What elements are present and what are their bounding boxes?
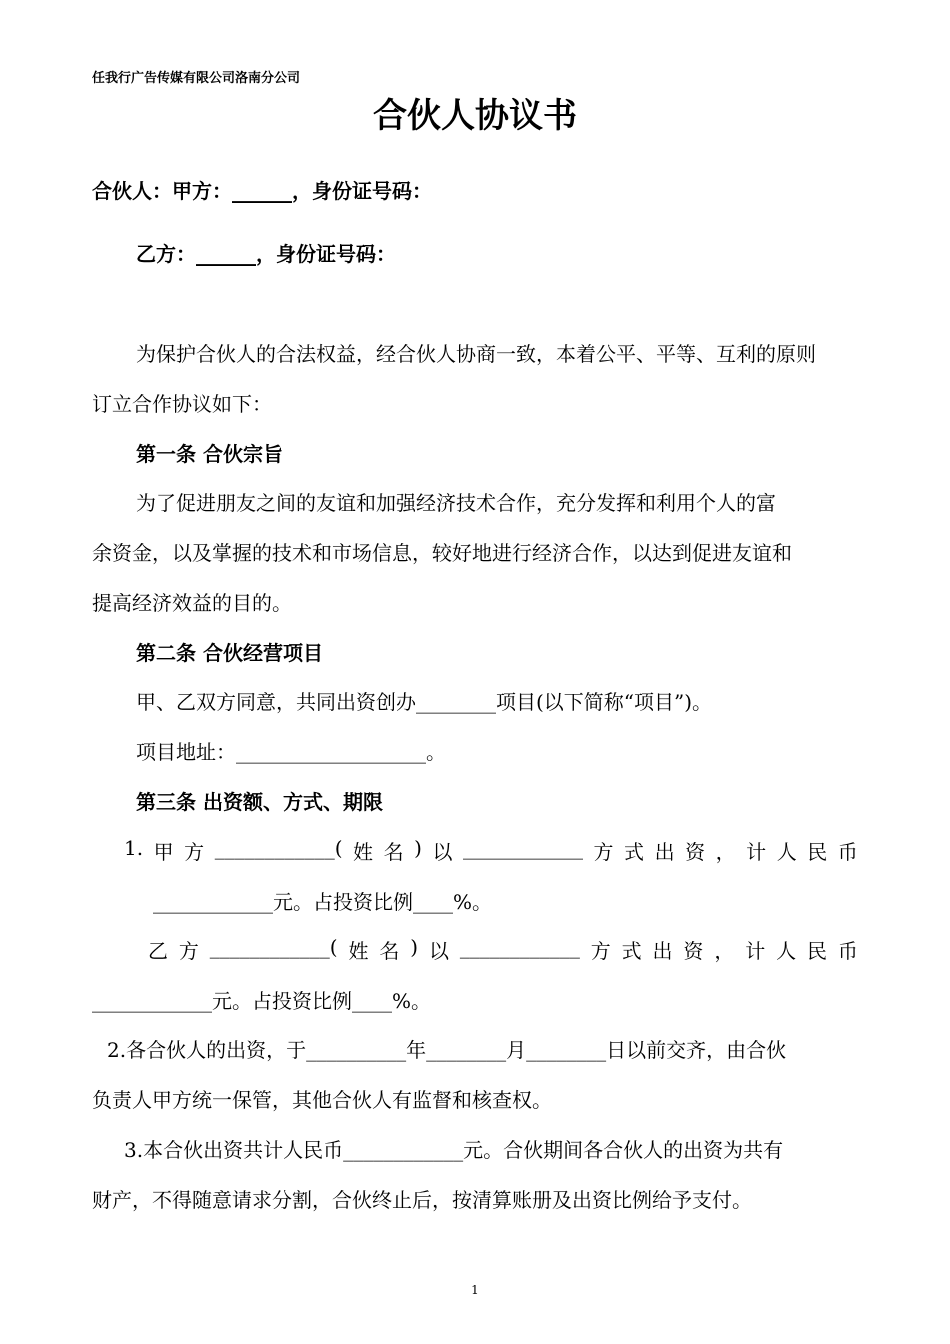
word: 1. (124, 836, 144, 860)
word: 民 (807, 840, 828, 864)
word: 姓 (353, 840, 374, 864)
contribution-b-line (148, 935, 858, 964)
page-number: 1 (471, 1283, 479, 1297)
word: 人 (776, 939, 797, 963)
word: 计 (745, 939, 766, 963)
word: 计 (746, 840, 767, 864)
word: ) (410, 935, 419, 959)
article-3-heading: 第三条 出资额、方式、期限 (136, 790, 383, 814)
word: 出 (654, 840, 675, 864)
word: 币 (837, 840, 858, 864)
word: ) (414, 836, 422, 860)
word: ， (714, 939, 735, 963)
word: 以 (432, 840, 453, 864)
article-1-line-1: 为了促进朋友之间的友谊和加强经济技术合作，充分发挥和利用个人的富 (136, 491, 776, 515)
clause-3-line-1: 3.本合伙出资共计人民币____________元。合伙期间各合伙人的出资为共有 (124, 1138, 784, 1162)
word: 资 (683, 939, 704, 963)
party-a-line: 合伙人：甲方：______，身份证号码： (92, 179, 432, 203)
article-2-heading: 第二条 合伙经营项目 (136, 641, 323, 665)
intro-line-1: 为保护合伙人的合法权益，经合伙人协商一致，本着公平、平等、互利的原则 (136, 342, 816, 366)
word: ____________( (209, 935, 338, 959)
party-b-line: 乙方：______，身份证号码： (136, 242, 396, 266)
clause-2-line-1: 2.各合伙人的出资，于__________年________月________日以前交齐，由合伙 (107, 1038, 787, 1062)
word: 甲 (153, 840, 174, 864)
article-1-line-2: 余资金，以及掌握的技术和市场信息，较好地进行经济合作，以达到促进友谊和 (92, 541, 792, 565)
word: 方 (593, 840, 614, 864)
word: ， (715, 840, 736, 864)
clause-2-line-2: 负责人甲方统一保管，其他合伙人有监督和核查权。 (92, 1088, 552, 1112)
word: 姓 (348, 939, 369, 963)
clause-3-line-2: 财产，不得随意请求分割，合伙终止后，按清算账册及出资比例给予支付。 (92, 1188, 752, 1212)
word: ____________( (214, 836, 343, 860)
word: 方 (184, 840, 205, 864)
word: 乙 (148, 939, 168, 963)
contribution-a-cont: ____________元。占投资比例____%。 (153, 890, 493, 914)
word: 民 (806, 939, 827, 963)
word: 资 (685, 840, 706, 864)
intro-line-2: 订立合作协议如下： (92, 392, 272, 416)
company-header: 任我行广告传媒有限公司洛南分公司 (92, 71, 301, 86)
article-2-line-1: 甲、乙双方同意，共同出资创办________项目(以下简称“项目”)。 (136, 690, 713, 714)
contribution-a-line (124, 836, 858, 865)
word: 方 (178, 939, 199, 963)
contribution-b-cont: ____________元。占投资比例____%。 (92, 989, 432, 1013)
document-title: 合伙人协议书 (373, 96, 577, 136)
word: 出 (652, 939, 673, 963)
project-address-line: 项目地址：___________________。 (136, 740, 446, 764)
word: 名 (379, 939, 400, 963)
article-1-line-3: 提高经济效益的目的。 (92, 591, 292, 615)
word: 方 (590, 939, 611, 963)
word: 以 (428, 939, 449, 963)
word: ____________ (459, 935, 580, 959)
word: 式 (624, 840, 645, 864)
word: 名 (383, 840, 404, 864)
word: 式 (621, 939, 642, 963)
article-1-heading: 第一条 合伙宗旨 (136, 442, 283, 466)
word: ____________ (462, 836, 583, 860)
word: 人 (776, 840, 797, 864)
word: 币 (837, 939, 858, 963)
